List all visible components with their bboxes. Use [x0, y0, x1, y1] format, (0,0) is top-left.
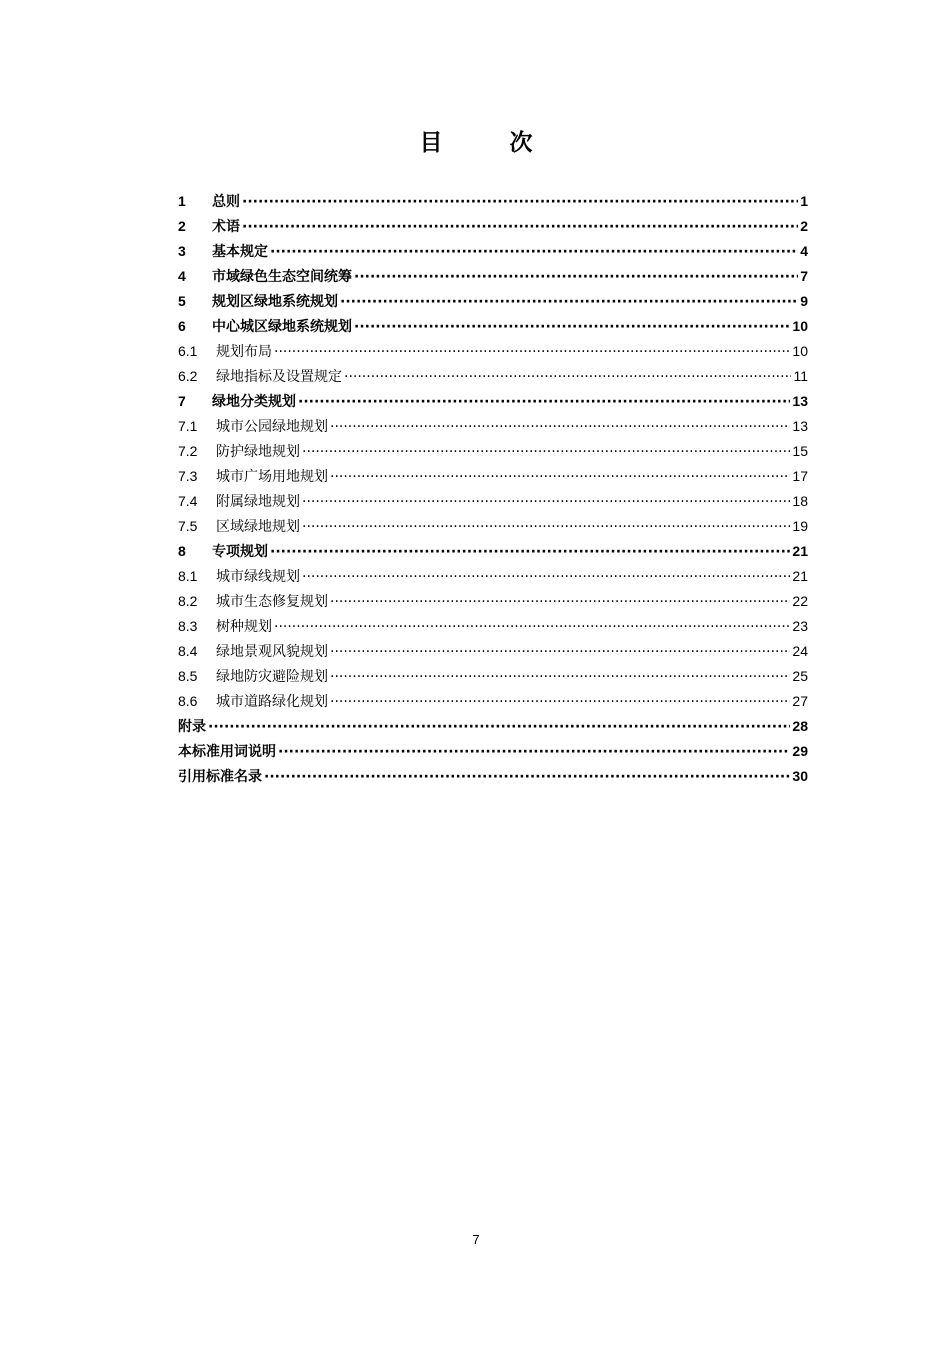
toc-entry-number: 6 [178, 318, 186, 334]
toc-entry[interactable] [178, 739, 808, 764]
toc-dot-leader [330, 465, 790, 490]
toc-entry[interactable] [178, 389, 808, 414]
toc-entry[interactable] [178, 214, 808, 239]
toc-dot-leader [242, 215, 798, 240]
toc-entry-page: 1 [800, 193, 808, 209]
toc-entry-page: 2 [800, 218, 808, 234]
toc-dot-leader [344, 365, 791, 390]
toc-entry-label: 规划区绿地系统规划 [212, 294, 338, 310]
toc-entry-page: 30 [792, 768, 808, 784]
toc-entry-number: 4 [178, 268, 186, 284]
toc-dot-leader [302, 440, 790, 465]
toc-entry-number: 7.1 [178, 418, 198, 434]
toc-entry-page: 13 [792, 393, 808, 409]
toc-dot-leader [270, 240, 798, 265]
toc-entry-label: 绿地防灾避险规划 [216, 669, 328, 685]
toc-entry-label: 附录 [178, 719, 206, 735]
table-of-contents [178, 189, 808, 789]
toc-entry-label: 引用标准名录 [178, 769, 262, 785]
toc-entry-label: 城市绿线规划 [216, 569, 300, 585]
toc-entry[interactable] [178, 439, 808, 464]
toc-entry-page: 18 [792, 493, 808, 509]
toc-entry-label: 市域绿色生态空间统筹 [212, 269, 352, 285]
toc-dot-leader [302, 565, 790, 590]
toc-entry[interactable] [178, 564, 808, 589]
toc-entry[interactable] [178, 489, 808, 514]
toc-entry-page: 28 [792, 718, 808, 734]
toc-dot-leader [354, 315, 790, 340]
toc-entry[interactable] [178, 539, 808, 564]
toc-dot-leader [274, 340, 790, 365]
toc-entry-number: 8.1 [178, 568, 198, 584]
toc-entry-label: 术语 [212, 219, 240, 235]
toc-dot-leader [330, 665, 790, 690]
toc-entry-page: 27 [792, 693, 808, 709]
toc-dot-leader [278, 740, 790, 765]
toc-entry-page: 15 [792, 443, 808, 459]
toc-entry-label: 中心城区绿地系统规划 [212, 319, 352, 335]
toc-entry-page: 19 [792, 518, 808, 534]
page-number: 7 [472, 1232, 480, 1247]
toc-entry[interactable] [178, 189, 808, 214]
toc-dot-leader [330, 640, 790, 665]
toc-dot-leader [330, 590, 790, 615]
toc-entry[interactable] [178, 264, 808, 289]
toc-entry-number: 8.6 [178, 693, 198, 709]
toc-entry-number: 7.4 [178, 493, 198, 509]
toc-entry-page: 21 [792, 543, 808, 559]
toc-entry-number: 7.5 [178, 518, 198, 534]
toc-entry[interactable] [178, 289, 808, 314]
toc-entry-label: 城市生态修复规划 [216, 594, 328, 610]
toc-entry-page: 11 [793, 368, 808, 384]
toc-entry-label: 城市广场用地规划 [216, 469, 328, 485]
toc-entry-number: 6.1 [178, 343, 198, 359]
toc-entry-label: 专项规划 [212, 544, 268, 560]
toc-dot-leader [264, 765, 790, 790]
toc-dot-leader [208, 715, 790, 740]
toc-entry-label: 绿地指标及设置规定 [216, 369, 342, 385]
toc-entry-number: 3 [178, 243, 186, 259]
toc-dot-leader [340, 290, 798, 315]
toc-dot-leader [330, 690, 790, 715]
toc-entry[interactable] [178, 664, 808, 689]
toc-entry-number: 1 [178, 193, 186, 209]
toc-entry-page: 29 [792, 743, 808, 759]
toc-entry[interactable] [178, 339, 808, 364]
toc-entry-page: 17 [792, 468, 808, 484]
toc-dot-leader [298, 390, 790, 415]
toc-entry-page: 10 [792, 318, 808, 334]
toc-entry-label: 防护绿地规划 [216, 444, 300, 460]
toc-entry-number: 5 [178, 293, 186, 309]
toc-entry-number: 8.2 [178, 593, 198, 609]
toc-entry[interactable] [178, 514, 808, 539]
toc-entry-number: 8.5 [178, 668, 198, 684]
toc-entry[interactable] [178, 414, 808, 439]
toc-entry[interactable] [178, 764, 808, 789]
toc-entry-label: 基本规定 [212, 244, 268, 260]
toc-entry-label: 城市公园绿地规划 [216, 419, 328, 435]
toc-entry-label: 绿地分类规划 [212, 394, 296, 410]
toc-dot-leader [274, 615, 790, 640]
toc-entry-page: 25 [792, 668, 808, 684]
toc-entry[interactable] [178, 714, 808, 739]
toc-entry-label: 区域绿地规划 [216, 519, 300, 535]
toc-entry-page: 21 [792, 568, 808, 584]
toc-entry-page: 24 [792, 643, 808, 659]
toc-dot-leader [242, 190, 798, 215]
toc-entry-number: 7 [178, 393, 186, 409]
toc-entry[interactable] [178, 639, 808, 664]
toc-entry-label: 本标准用词说明 [178, 744, 276, 760]
toc-entry-page: 22 [792, 593, 808, 609]
toc-entry-page: 4 [800, 243, 808, 259]
toc-entry-number: 2 [178, 218, 186, 234]
toc-dot-leader [302, 515, 790, 540]
toc-entry-page: 23 [792, 618, 808, 634]
toc-entry-number: 8 [178, 543, 186, 559]
toc-entry[interactable] [178, 589, 808, 614]
toc-entry-label: 总则 [212, 194, 240, 210]
toc-entry-label: 附属绿地规划 [216, 494, 300, 510]
toc-entry[interactable] [178, 689, 808, 714]
toc-entry-page: 13 [792, 418, 808, 434]
toc-entry-label: 树种规划 [216, 619, 272, 635]
toc-entry[interactable] [178, 314, 808, 339]
toc-entry-label: 规划布局 [216, 344, 272, 360]
toc-entry-number: 6.2 [178, 368, 198, 384]
toc-entry-page: 7 [800, 268, 808, 284]
toc-entry-label: 绿地景观风貌规划 [216, 644, 328, 660]
toc-entry-number: 7.2 [178, 443, 198, 459]
toc-entry[interactable] [178, 364, 808, 389]
toc-dot-leader [330, 415, 790, 440]
toc-entry-number: 8.3 [178, 618, 198, 634]
toc-entry-page: 9 [800, 293, 808, 309]
toc-entry-label: 城市道路绿化规划 [216, 694, 328, 710]
toc-entry[interactable] [178, 614, 808, 639]
toc-entry-number: 7.3 [178, 468, 198, 484]
toc-entry[interactable] [178, 239, 808, 264]
toc-entry[interactable] [178, 464, 808, 489]
toc-dot-leader [354, 265, 798, 290]
toc-entry-number: 8.4 [178, 643, 198, 659]
page-title: 目 次 [419, 130, 555, 156]
toc-dot-leader [302, 490, 790, 515]
toc-dot-leader [270, 540, 790, 565]
toc-entry-page: 10 [792, 343, 808, 359]
